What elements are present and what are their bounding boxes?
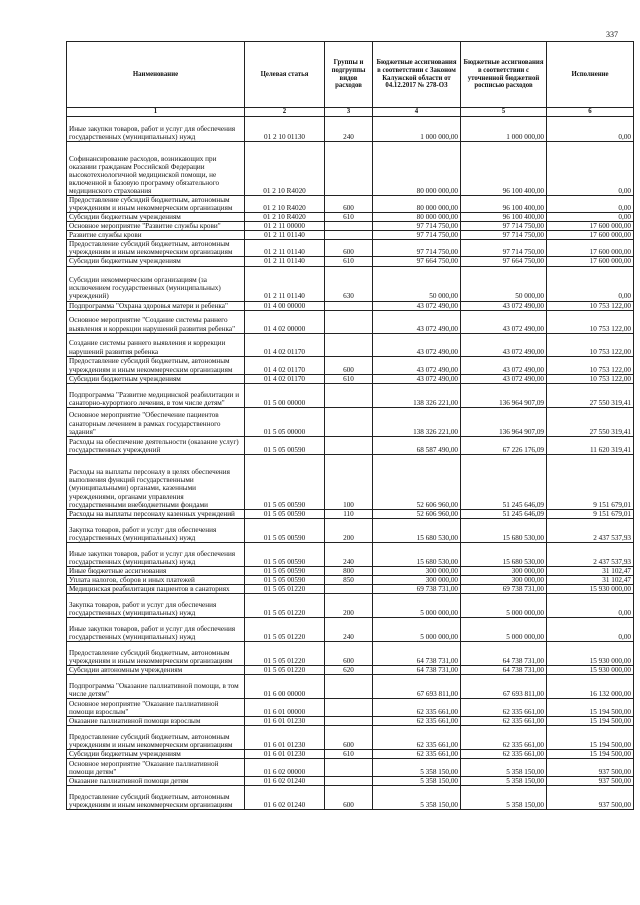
column-number-row — [67, 108, 634, 117]
table-row — [67, 509, 634, 518]
table-row — [67, 617, 634, 641]
row-target-code: 01 4 02 01170 — [245, 333, 325, 356]
row-roster-amount: 136 964 907,09 — [461, 383, 547, 407]
row-law-amount: 43 072 490,00 — [373, 310, 461, 333]
row-expense-group: 240 — [325, 542, 373, 566]
row-execution-amount: 31 102,47 — [547, 575, 634, 584]
table-row — [67, 584, 634, 593]
header-roster-allocations: Бюджетные ассигнования в соответствии с уточненной бюджетной росписью расходов — [461, 42, 547, 108]
row-roster-amount: 5 358 150,00 — [461, 786, 547, 810]
row-name: Основное мероприятие "Обеспечение пациентов санаторным лечением в рамках государственного задания" — [67, 407, 245, 436]
row-law-amount: 62 335 661,00 — [373, 726, 461, 750]
row-expense-group: 200 — [325, 518, 373, 542]
row-roster-amount: 43 072 490,00 — [461, 374, 547, 383]
row-law-amount: 52 606 960,00 — [373, 454, 461, 509]
row-name: Подпрограмма "Охрана здоровья матери и ребенка" — [67, 301, 245, 310]
row-target-code: 01 4 00 00000 — [245, 301, 325, 310]
row-name: Подпрограмма "Развитие медицинской реабилитации и санаторно-курортного лечения, в том числе детям" — [67, 383, 245, 407]
row-target-code: 01 2 11 01140 — [245, 231, 325, 240]
row-expense-group — [325, 436, 373, 454]
row-expense-group — [325, 301, 373, 310]
table-row — [67, 374, 634, 383]
row-name: Медицинская реабилитация пациентов в санаториях — [67, 584, 245, 593]
row-name: Софинансирование расходов, возникающих при оказании гражданам Российской Федерации высокотехнологичной медицинской помощи, не включенной в базовую программу обязательного медицинского страхования — [67, 142, 245, 196]
page-number: 337 — [606, 30, 618, 39]
row-expense-group — [325, 333, 373, 356]
row-target-code: 01 2 10 01130 — [245, 117, 325, 142]
row-law-amount: 97 714 750,00 — [373, 240, 461, 257]
row-target-code: 01 2 11 01140 — [245, 240, 325, 257]
row-expense-group: 800 — [325, 566, 373, 575]
row-roster-amount: 51 245 646,09 — [461, 509, 547, 518]
row-target-code: 01 5 05 01220 — [245, 641, 325, 665]
row-name: Расходы на выплаты персоналу в целях обеспечения выполнения функций государственными (муниципальными) органами, казенными учреждениями, органами управления государственными внебюджетными фондами — [67, 454, 245, 509]
row-name: Основное мероприятие "Оказание паллиативной помощи детям" — [67, 759, 245, 777]
row-roster-amount: 64 738 731,00 — [461, 665, 547, 674]
row-name: Предоставление субсидий бюджетным, автономным учреждениям и иным некоммерческим организациям — [67, 196, 245, 213]
row-expense-group — [325, 674, 373, 698]
row-target-code: 01 2 10 R4020 — [245, 213, 325, 222]
row-name: Основное мероприятие "Оказание паллиативной помощи взрослым" — [67, 698, 245, 716]
table-row — [67, 117, 634, 142]
row-target-code: 01 5 05 01220 — [245, 617, 325, 641]
row-expense-group — [325, 716, 373, 725]
row-name: Развитие службы крови — [67, 231, 245, 240]
row-target-code: 01 2 11 01140 — [245, 266, 325, 301]
row-roster-amount: 96 100 400,00 — [461, 213, 547, 222]
row-execution-amount: 16 132 000,00 — [547, 674, 634, 698]
row-name: Создание системы раннего выявления и коррекции нарушений развития ребенка — [67, 333, 245, 356]
row-name: Иные закупки товаров, работ и услуг для обеспечения государственных (муниципальных) нужд — [67, 117, 245, 142]
table-row — [67, 698, 634, 716]
row-name: Субсидии бюджетным учреждениям — [67, 257, 245, 266]
column-number: 6 — [547, 108, 634, 117]
row-roster-amount: 96 100 400,00 — [461, 142, 547, 196]
row-execution-amount: 10 753 122,00 — [547, 356, 634, 374]
row-execution-amount: 0,00 — [547, 266, 634, 301]
row-name: Предоставление субсидий бюджетным, автономным учреждениям и иным некоммерческим организациям — [67, 726, 245, 750]
row-law-amount: 43 072 490,00 — [373, 301, 461, 310]
row-law-amount: 5 358 150,00 — [373, 777, 461, 786]
row-law-amount: 5 358 150,00 — [373, 786, 461, 810]
row-execution-amount: 17 600 000,00 — [547, 240, 634, 257]
row-name: Субсидии некоммерческим организациям (за исключением государственных (муниципальных) учреждений) — [67, 266, 245, 301]
row-roster-amount: 43 072 490,00 — [461, 301, 547, 310]
row-expense-group: 240 — [325, 617, 373, 641]
row-target-code: 01 5 05 00590 — [245, 436, 325, 454]
table-row — [67, 266, 634, 301]
row-target-code: 01 2 11 00000 — [245, 222, 325, 231]
row-name: Иные закупки товаров, работ и услуг для обеспечения государственных (муниципальных) нужд — [67, 617, 245, 641]
row-roster-amount: 51 245 646,09 — [461, 454, 547, 509]
row-execution-amount: 0,00 — [547, 617, 634, 641]
row-law-amount: 138 326 221,00 — [373, 407, 461, 436]
row-roster-amount: 67 693 811,00 — [461, 674, 547, 698]
row-target-code: 01 6 02 01240 — [245, 786, 325, 810]
table-row — [67, 786, 634, 810]
row-roster-amount: 1 000 000,00 — [461, 117, 547, 142]
row-law-amount: 43 072 490,00 — [373, 333, 461, 356]
row-law-amount: 64 738 731,00 — [373, 665, 461, 674]
row-target-code: 01 2 11 01140 — [245, 257, 325, 266]
row-law-amount: 67 693 811,00 — [373, 674, 461, 698]
row-execution-amount: 0,00 — [547, 196, 634, 213]
row-law-amount: 43 072 490,00 — [373, 374, 461, 383]
row-roster-amount: 300 000,00 — [461, 575, 547, 584]
row-expense-group: 610 — [325, 257, 373, 266]
row-execution-amount: 31 102,47 — [547, 566, 634, 575]
row-execution-amount: 15 930 000,00 — [547, 584, 634, 593]
row-expense-group: 600 — [325, 196, 373, 213]
row-target-code: 01 6 02 00000 — [245, 759, 325, 777]
row-expense-group: 630 — [325, 266, 373, 301]
row-name: Предоставление субсидий бюджетным, автономным учреждениям и иным некоммерческим организациям — [67, 641, 245, 665]
column-number: 2 — [245, 108, 325, 117]
row-name: Оказание паллиативной помощи детям — [67, 777, 245, 786]
row-roster-amount: 62 335 661,00 — [461, 698, 547, 716]
table-row — [67, 759, 634, 777]
row-roster-amount: 43 072 490,00 — [461, 333, 547, 356]
row-execution-amount: 15 930 000,00 — [547, 641, 634, 665]
row-law-amount: 80 000 000,00 — [373, 196, 461, 213]
row-expense-group: 600 — [325, 786, 373, 810]
row-execution-amount: 937 500,00 — [547, 777, 634, 786]
row-execution-amount: 937 500,00 — [547, 759, 634, 777]
header-law-allocations: Бюджетные ассигнования в соответствии с Законом Калужской области от 04.12.2017 № 278-ОЗ — [373, 42, 461, 108]
row-law-amount: 1 000 000,00 — [373, 117, 461, 142]
row-name: Расходы на обеспечение деятельности (оказание услуг) государственных учреждений — [67, 436, 245, 454]
row-roster-amount: 97 714 750,00 — [461, 231, 547, 240]
row-execution-amount: 15 194 500,00 — [547, 750, 634, 759]
row-target-code: 01 4 02 01170 — [245, 356, 325, 374]
row-name: Оказание паллиативной помощи взрослым — [67, 716, 245, 725]
row-execution-amount: 10 753 122,00 — [547, 374, 634, 383]
table-row — [67, 575, 634, 584]
row-law-amount: 97 664 750,00 — [373, 257, 461, 266]
table-row — [67, 777, 634, 786]
row-roster-amount: 97 664 750,00 — [461, 257, 547, 266]
row-expense-group — [325, 584, 373, 593]
row-execution-amount: 0,00 — [547, 593, 634, 617]
row-expense-group — [325, 383, 373, 407]
row-expense-group: 110 — [325, 509, 373, 518]
header-code: Целевая статья — [245, 42, 325, 108]
row-roster-amount: 67 226 176,09 — [461, 436, 547, 454]
table-row — [67, 257, 634, 266]
table-row — [67, 356, 634, 374]
row-roster-amount: 62 335 661,00 — [461, 716, 547, 725]
table-row — [67, 593, 634, 617]
row-target-code: 01 5 05 01220 — [245, 665, 325, 674]
row-law-amount: 300 000,00 — [373, 566, 461, 575]
row-execution-amount: 17 600 000,00 — [547, 257, 634, 266]
table-row — [67, 726, 634, 750]
row-expense-group — [325, 231, 373, 240]
row-roster-amount: 300 000,00 — [461, 566, 547, 575]
row-law-amount: 97 714 750,00 — [373, 222, 461, 231]
row-execution-amount: 937 500,00 — [547, 786, 634, 810]
table-row — [67, 222, 634, 231]
row-name: Предоставление субсидий бюджетным, автономным учреждениям и иным некоммерческим организациям — [67, 240, 245, 257]
row-target-code: 01 2 10 R4020 — [245, 142, 325, 196]
row-execution-amount: 15 194 500,00 — [547, 726, 634, 750]
row-execution-amount: 9 151 679,01 — [547, 509, 634, 518]
row-expense-group — [325, 759, 373, 777]
header-execution: Исполнение — [547, 42, 634, 108]
row-execution-amount: 10 753 122,00 — [547, 310, 634, 333]
row-expense-group: 600 — [325, 641, 373, 665]
row-law-amount: 43 072 490,00 — [373, 356, 461, 374]
row-law-amount: 52 606 960,00 — [373, 509, 461, 518]
row-expense-group: 240 — [325, 117, 373, 142]
row-roster-amount: 43 072 490,00 — [461, 356, 547, 374]
row-execution-amount: 17 600 000,00 — [547, 231, 634, 240]
row-expense-group — [325, 698, 373, 716]
row-execution-amount: 0,00 — [547, 142, 634, 196]
row-roster-amount: 97 714 750,00 — [461, 240, 547, 257]
row-law-amount: 5 000 000,00 — [373, 617, 461, 641]
table-row — [67, 240, 634, 257]
row-roster-amount: 15 680 530,00 — [461, 518, 547, 542]
table-row — [67, 310, 634, 333]
row-law-amount: 62 335 661,00 — [373, 698, 461, 716]
row-roster-amount: 5 000 000,00 — [461, 593, 547, 617]
row-name: Предоставление субсидий бюджетным, автономным учреждениям и иным некоммерческим организациям — [67, 786, 245, 810]
row-execution-amount: 15 930 000,00 — [547, 665, 634, 674]
row-target-code: 01 6 00 00000 — [245, 674, 325, 698]
row-name: Иные закупки товаров, работ и услуг для обеспечения государственных (муниципальных) нужд — [67, 542, 245, 566]
column-number: 3 — [325, 108, 373, 117]
row-execution-amount: 11 620 319,41 — [547, 436, 634, 454]
row-law-amount: 64 738 731,00 — [373, 641, 461, 665]
row-law-amount: 15 680 530,00 — [373, 518, 461, 542]
column-number: 4 — [373, 108, 461, 117]
row-expense-group — [325, 222, 373, 231]
row-roster-amount: 15 680 530,00 — [461, 542, 547, 566]
row-expense-group: 850 — [325, 575, 373, 584]
row-expense-group: 610 — [325, 374, 373, 383]
row-expense-group: 610 — [325, 750, 373, 759]
table-row — [67, 454, 634, 509]
row-execution-amount: 10 753 122,00 — [547, 333, 634, 356]
table-row — [67, 333, 634, 356]
row-execution-amount: 10 753 122,00 — [547, 301, 634, 310]
row-law-amount: 97 714 750,00 — [373, 231, 461, 240]
row-execution-amount: 2 437 537,93 — [547, 542, 634, 566]
column-number: 1 — [67, 108, 245, 117]
row-name: Субсидии автономным учреждениям — [67, 665, 245, 674]
row-target-code: 01 5 05 00590 — [245, 509, 325, 518]
row-roster-amount: 136 964 907,09 — [461, 407, 547, 436]
table-row — [67, 542, 634, 566]
row-roster-amount: 5 000 000,00 — [461, 617, 547, 641]
column-number: 5 — [461, 108, 547, 117]
row-target-code: 01 6 01 01230 — [245, 716, 325, 725]
row-name: Субсидии бюджетным учреждениям — [67, 750, 245, 759]
row-name: Расходы на выплаты персоналу казенных учреждений — [67, 509, 245, 518]
row-roster-amount: 62 335 661,00 — [461, 726, 547, 750]
row-law-amount: 5 000 000,00 — [373, 593, 461, 617]
row-law-amount: 80 000 000,00 — [373, 142, 461, 196]
row-target-code: 01 5 05 00590 — [245, 518, 325, 542]
row-law-amount: 300 000,00 — [373, 575, 461, 584]
row-target-code: 01 6 01 00000 — [245, 698, 325, 716]
header-group: Группы и подгруппы видов расходов — [325, 42, 373, 108]
row-expense-group — [325, 777, 373, 786]
row-roster-amount: 64 738 731,00 — [461, 641, 547, 665]
row-name: Закупка товаров, работ и услуг для обеспечения государственных (муниципальных) нужд — [67, 593, 245, 617]
table-row — [67, 407, 634, 436]
row-law-amount: 62 335 661,00 — [373, 716, 461, 725]
row-target-code: 01 4 02 00000 — [245, 310, 325, 333]
table-row — [67, 436, 634, 454]
row-law-amount: 62 335 661,00 — [373, 750, 461, 759]
row-execution-amount: 17 600 000,00 — [547, 222, 634, 231]
row-target-code: 01 6 01 01230 — [245, 750, 325, 759]
row-expense-group — [325, 142, 373, 196]
table-row — [67, 750, 634, 759]
row-roster-amount: 96 100 400,00 — [461, 196, 547, 213]
row-target-code: 01 6 02 01240 — [245, 777, 325, 786]
row-target-code: 01 5 05 01220 — [245, 584, 325, 593]
row-name: Подпрограмма "Оказание паллиативной помощи, в том числе детям" — [67, 674, 245, 698]
row-name: Предоставление субсидий бюджетным, автономным учреждениям и иным некоммерческим организациям — [67, 356, 245, 374]
table-row — [67, 518, 634, 542]
row-target-code: 01 4 02 01170 — [245, 374, 325, 383]
row-roster-amount: 62 335 661,00 — [461, 750, 547, 759]
row-target-code: 01 5 05 00000 — [245, 407, 325, 436]
row-name: Субсидии бюджетным учреждениям — [67, 213, 245, 222]
row-roster-amount: 43 072 490,00 — [461, 310, 547, 333]
row-roster-amount: 5 358 150,00 — [461, 759, 547, 777]
row-name: Основное мероприятие "Развитие службы крови" — [67, 222, 245, 231]
row-name: Уплата налогов, сборов и иных платежей — [67, 575, 245, 584]
row-execution-amount: 0,00 — [547, 117, 634, 142]
table-row — [67, 383, 634, 407]
budget-table — [66, 41, 634, 810]
row-name: Субсидии бюджетным учреждениям — [67, 374, 245, 383]
row-law-amount: 68 587 490,00 — [373, 436, 461, 454]
row-law-amount: 80 000 000,00 — [373, 213, 461, 222]
row-expense-group: 600 — [325, 356, 373, 374]
row-roster-amount: 97 714 750,00 — [461, 222, 547, 231]
row-target-code: 01 5 05 00590 — [245, 566, 325, 575]
row-law-amount: 5 358 150,00 — [373, 759, 461, 777]
row-law-amount: 69 738 731,00 — [373, 584, 461, 593]
row-name: Иные бюджетные ассигнования — [67, 566, 245, 575]
row-expense-group: 600 — [325, 240, 373, 257]
row-expense-group: 610 — [325, 213, 373, 222]
row-name: Основное мероприятие "Создание системы раннего выявления и коррекции нарушений развития ребенка" — [67, 310, 245, 333]
table-row — [67, 641, 634, 665]
row-expense-group — [325, 310, 373, 333]
table-row — [67, 674, 634, 698]
header-name: Наименование — [67, 42, 245, 108]
row-execution-amount: 27 550 319,41 — [547, 383, 634, 407]
table-row — [67, 231, 634, 240]
header-row — [67, 42, 634, 108]
row-roster-amount: 5 358 150,00 — [461, 777, 547, 786]
row-execution-amount: 9 151 679,01 — [547, 454, 634, 509]
row-roster-amount: 50 000,00 — [461, 266, 547, 301]
row-target-code: 01 2 10 R4020 — [245, 196, 325, 213]
table-row — [67, 665, 634, 674]
row-expense-group — [325, 407, 373, 436]
row-law-amount: 138 326 221,00 — [373, 383, 461, 407]
row-roster-amount: 69 738 731,00 — [461, 584, 547, 593]
row-expense-group: 100 — [325, 454, 373, 509]
row-execution-amount: 15 194 500,00 — [547, 698, 634, 716]
table-row — [67, 301, 634, 310]
row-target-code: 01 5 05 00590 — [245, 454, 325, 509]
row-execution-amount: 27 550 319,41 — [547, 407, 634, 436]
row-target-code: 01 5 05 01220 — [245, 593, 325, 617]
row-execution-amount: 2 437 537,93 — [547, 518, 634, 542]
row-expense-group: 600 — [325, 726, 373, 750]
row-expense-group: 620 — [325, 665, 373, 674]
row-target-code: 01 5 05 00590 — [245, 575, 325, 584]
row-target-code: 01 5 05 00590 — [245, 542, 325, 566]
table-row — [67, 142, 634, 196]
row-execution-amount: 0,00 — [547, 213, 634, 222]
table-row — [67, 566, 634, 575]
row-execution-amount: 15 194 500,00 — [547, 716, 634, 725]
row-law-amount: 50 000,00 — [373, 266, 461, 301]
table-row — [67, 716, 634, 725]
row-target-code: 01 5 00 00000 — [245, 383, 325, 407]
row-name: Закупка товаров, работ и услуг для обеспечения государственных (муниципальных) нужд — [67, 518, 245, 542]
table-row — [67, 213, 634, 222]
row-expense-group: 200 — [325, 593, 373, 617]
table-row — [67, 196, 634, 213]
row-target-code: 01 6 01 01230 — [245, 726, 325, 750]
row-law-amount: 15 680 530,00 — [373, 542, 461, 566]
